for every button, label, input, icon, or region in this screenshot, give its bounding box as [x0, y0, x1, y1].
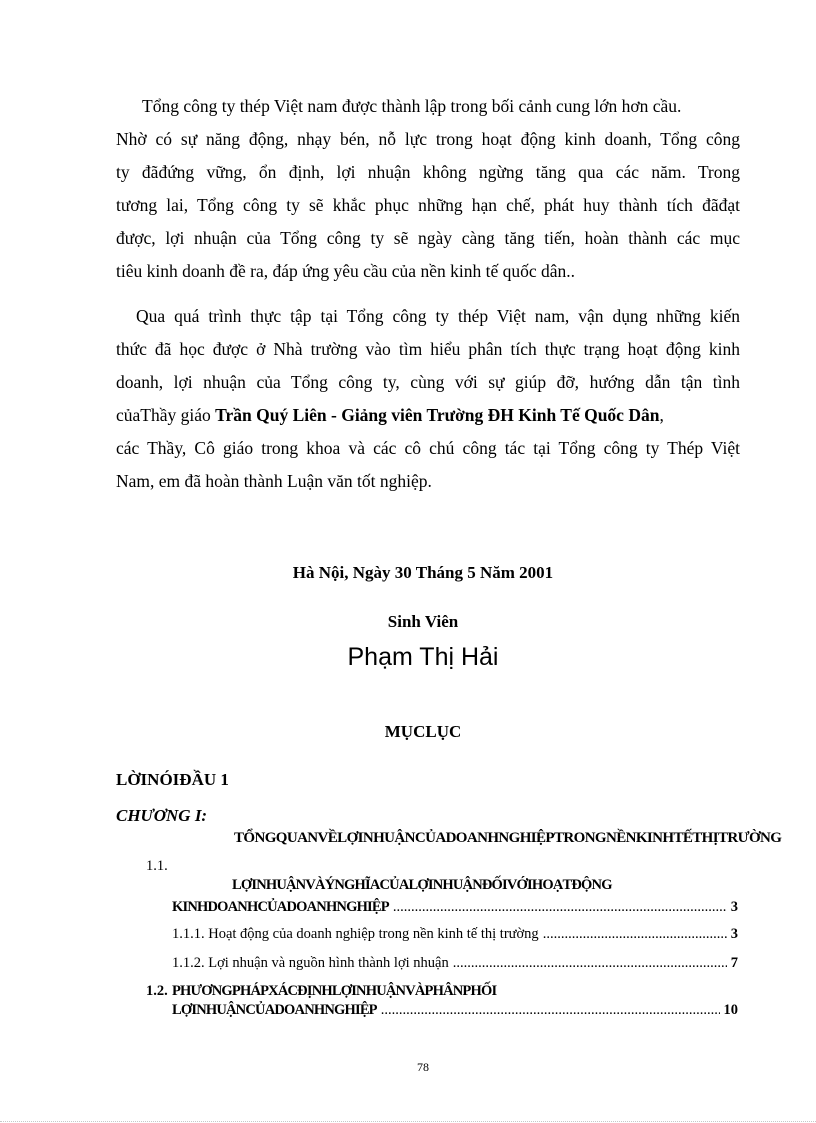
signature-name: Phạm Thị Hải [347, 643, 499, 671]
toc-page-number: 7 [730, 955, 738, 971]
toc-entry-title: LỢINHUẬNCỦADOANHNGHIỆP [172, 1002, 377, 1018]
toc-section-title: PHƯƠNGPHÁPXÁCĐỊNHLỢINHUẬNVÀPHÂNPHỐI [172, 983, 497, 999]
toc-chapter-label: CHƯƠNG I: [116, 806, 208, 825]
paragraph-line: ty đãđứng vững, ổn định, lợi nhuận không ngừng tăng qua các năm. Trong [116, 162, 740, 182]
paragraph-line: doanh, lợi nhuận của Tổng công ty, cùng với sự giúp đỡ, hướng dẫn tận tình [116, 372, 740, 392]
toc-entry [172, 899, 738, 916]
supervisor-name: Trần Quý Liên - Giảng viên Trường ĐH Kinh Tế Quốc Dân [215, 405, 660, 425]
toc-intro: LỜINÓIĐẦU 1 [116, 770, 229, 789]
toc-leader [543, 926, 727, 943]
paragraph-line [116, 399, 740, 432]
toc-page-number: 10 [723, 1002, 738, 1018]
paragraph-intro [116, 90, 740, 288]
paragraph-line: Tổng công ty thép Việt nam được thành lập trong bối cảnh cung lớn hơn cầu. [142, 96, 682, 116]
paragraph-line: thức đã học được ở Nhà trường vào tìm hiểu phân tích thực trạng hoạt động kinh [116, 339, 740, 359]
toc-page-number: 3 [730, 926, 738, 942]
paragraph-line: tiêu kinh doanh đề ra, đáp ứng yêu cầu của nền kinh tế quốc dân.. [116, 261, 575, 281]
paragraph-line: tương lai, Tổng công ty sẽ khắc phục những hạn chế, phát huy thành tích đãđạt [116, 195, 740, 215]
toc-leader [381, 1002, 720, 1019]
toc-entry-title: 1.1.2. Lợi nhuận và nguồn hình thành lợi nhuận [172, 955, 449, 971]
toc-leader [453, 955, 727, 972]
toc-entry [172, 926, 738, 943]
signature-date: Hà Nội, Ngày 30 Tháng 5 Năm 2001 [292, 563, 554, 582]
acknowledgement-prefix: củaThầy giáo [116, 405, 216, 425]
toc-entry-title: 1.1.1. Hoạt động của doanh nghiệp trong nền kinh tế thị trường [172, 926, 539, 942]
toc-entry [172, 955, 738, 972]
paragraph-line: Nam, em đã hoàn thành Luận văn tốt nghiệp. [116, 471, 432, 491]
signature-role: Sinh Viên [387, 612, 459, 631]
toc-heading: MỤCLỤC [384, 722, 462, 741]
paragraph-line: các Thầy, Cô giáo trong khoa và các cô chú công tác tại Tổng công ty Thép Việt [116, 438, 740, 458]
page-bottom-rule [0, 1121, 816, 1122]
toc-leader [393, 899, 727, 916]
toc-entry-title: KINHDOANHCỦADOANHNGHIỆP [172, 899, 389, 915]
paragraph-line: Qua quá trình thực tập tại Tổng công ty thép Việt nam, vận dụng những kiến [136, 306, 740, 326]
paragraph-line: được, lợi nhuận của Tổng công ty sẽ ngày càng tăng tiến, hoàn thành các mục [116, 228, 740, 248]
toc-section-number: 1.2. [146, 983, 168, 999]
page-number: 78 [417, 1060, 429, 1074]
toc-section-number: 1.1. [146, 858, 168, 874]
toc-page-number: 3 [730, 899, 738, 915]
acknowledgement-suffix: , [659, 405, 664, 425]
toc-entry [172, 1002, 738, 1019]
paragraph-acknowledgement [116, 300, 740, 498]
toc-chapter-title: TỔNGQUANVỀLỢINHUẬNCỦADOANHNGHIỆPTRONGNỀNKINHTẾTHỊTRƯỜNG [234, 830, 782, 846]
toc-section-title: LỢINHUẬNVÀÝNGHĨACỦALỢINHUẬNĐỐIVỚIHOẠTĐỘNG [232, 877, 612, 893]
paragraph-line: Nhờ có sự năng động, nhạy bén, nỗ lực trong hoạt động kinh doanh, Tổng công [116, 129, 740, 149]
